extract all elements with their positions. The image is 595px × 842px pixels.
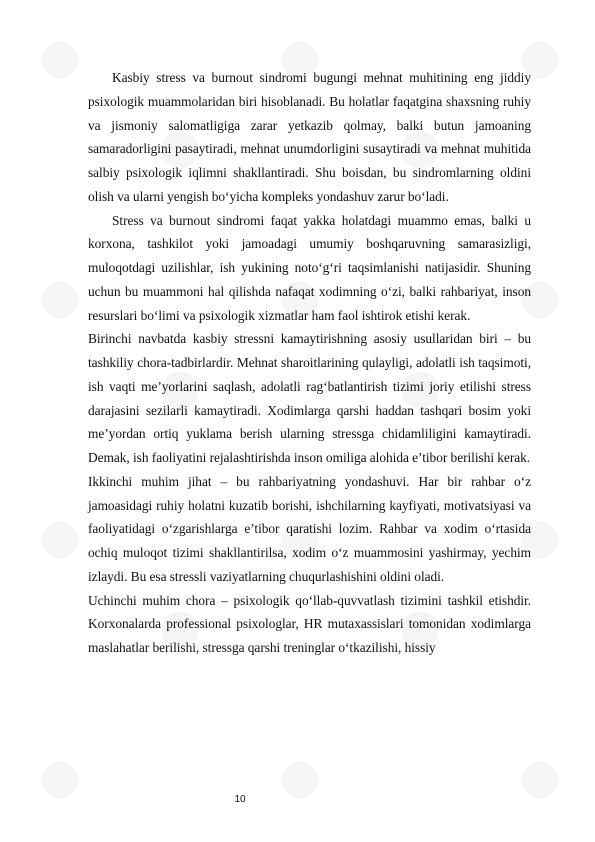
paragraph-5: Uchinchi muhim chora – psixologik qo‘llab-quvvatlash tizimini tashkil etishdir. Korxonalarda professional psixologlar, HR mutaxassislari tomonidan xodimlarga maslahatlar berilishi, stressga qarshi treninglar o‘tkazilishi, hissiy <box>88 592 531 655</box>
body-text <box>88 66 531 660</box>
paragraph-3: Birinchi navbatda kasbiy stressni kamaytirishning asosiy usullaridan biri – bu tashkiliy chora-tadbirlardir. Mehnat sharoitlarining qulayligi, adolatli ish taqsimoti, ish vaqti me’yorlarini saqlash, adolatli rag‘batlantirish tizimi joriy etilishi stress darajasini sezilarli kamaytiradi. Xodimlarga qarshi haddan tashqari bosim yoki me’yordan ortiq yuklama berish ularning stressga chidamliligini kamaytiradi. Demak, ish faoliyatini rejalashtirishda inson omiliga alohida e’tibor berilishi kerak. <box>88 331 531 465</box>
paragraph-4: Ikkinchi muhim jihat – bu rahbariyatning yondashuvi. Har bir rahbar o‘z jamoasidagi ruhiy holatni kuzatib borishi, ishchilarning kayfiyati, motivatsiyasi va faoliyatidagi o‘zgarishlarga e’tibor qaratishi lozim. Rahbar va xodim o‘rtasida ochiq muloqot tizimi shakllantirilsa, xodim o‘z muammosini yashirmay, yechim izlaydi. Bu esa stressli vaziyatlarning chuqurlashishini oldini oladi. <box>88 473 531 584</box>
page-number: 10 <box>234 794 246 805</box>
paragraph-2: Stress va burnout sindromi faqat yakka holatdagi muammo emas, balki u korxona, tashkilot yoki jamoadagi umumiy boshqaruvning samarasizligi, muloqotdagi uzilishlar, ish yukining noto‘g‘ri taqsimlanishi natijasidir. Shuning uchun bu muammoni hal qilishda nafaqat xodimning o‘zi, balki rahbariyat, inson resurslari bo‘limi va psixologik xizmatlar ham faol ishtirok etishi kerak. <box>88 212 531 323</box>
paragraph-1: Kasbiy stress va burnout sindromi bugungi mehnat muhitining eng jiddiy psixologik muammolaridan biri hisoblanadi. Bu holatlar faqatgina shaxsning ruhiy va jismoniy salomatligiga zarar yetkazib qolmay, balki butun jamoaning samaradorligini pasaytiradi, mehnat unumdorligini susaytiradi va mehnat muhitida salbiy psixologik iqlimni shakllantiradi. Shu boisdan, bu sindromlarning oldini olish va ularni yengish bo‘yicha kompleks yondashuv zarur bo‘ladi. <box>88 70 531 204</box>
